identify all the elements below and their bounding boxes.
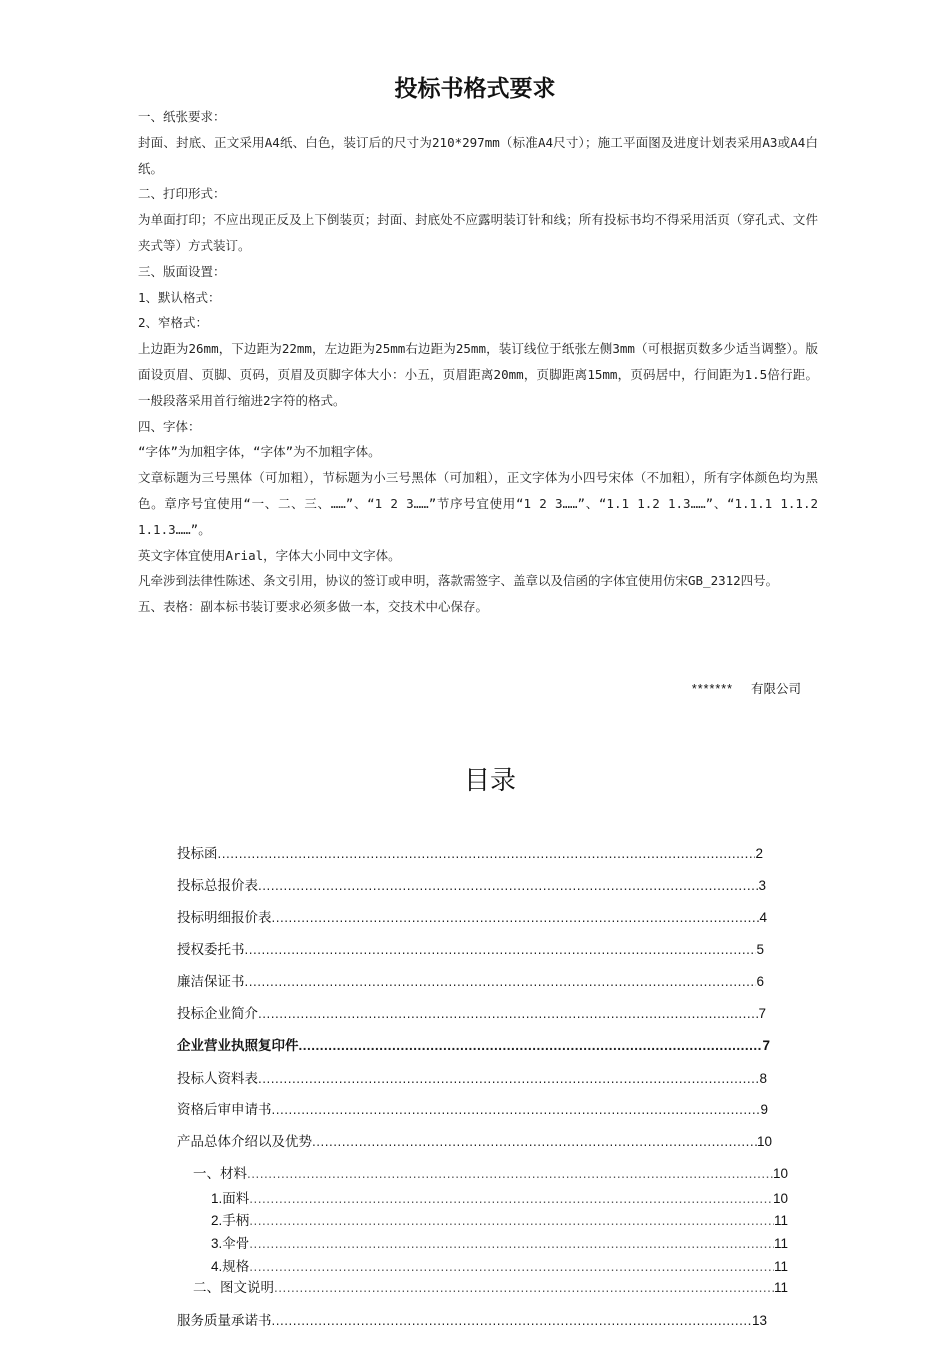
toc-entry-label: 3.伞骨 (211, 1236, 250, 1251)
toc-leader (274, 1280, 774, 1295)
toc-entry-label: 服务质量承诺书 (177, 1313, 272, 1328)
document-title: 投标书格式要求 (394, 76, 556, 102)
paragraph-paper: 封面、封底、正文采用A4纸、白色，装订后的尺寸为210*297mm（标准A4尺寸）；施工平面图及进度计划表采用A3或A4白纸。 (138, 134, 818, 176)
toc-entry[interactable] (211, 1232, 788, 1252)
toc-entry-page: 10 (772, 1166, 788, 1181)
toc-entry[interactable] (193, 1276, 788, 1296)
toc-entry-label: 一、材料 (193, 1166, 247, 1181)
toc-entry-page: 7 (762, 1038, 770, 1053)
toc-leader (249, 1259, 774, 1274)
toc-entry-label: 二、图文说明 (193, 1280, 274, 1295)
section-heading-table: 五、表格：副本标书装订要求必须多做一本，交技术中心保存。 (138, 599, 489, 615)
toc-entry-page: 8 (759, 1071, 767, 1086)
toc-leader (249, 1236, 774, 1251)
paragraph-print: 为单面打印；不应出现正反及上下倒装页；封面、封底处不应露明装订针和线；所有投标书均不得采用活页（穿孔式、文件夹式等）方式装订。 (138, 212, 818, 253)
toc-entry[interactable] (177, 938, 764, 958)
section-heading-font: 四、字体： (138, 418, 201, 434)
toc-entry-label: 企业营业执照复印件 (177, 1038, 299, 1053)
company-name-mask: ******* (691, 682, 733, 696)
toc-leader (272, 1102, 761, 1117)
requirements-body (138, 104, 818, 620)
toc-leader (218, 846, 756, 861)
section-heading-paper: 一、纸张要求： (138, 109, 226, 124)
toc-entry-page: 10 (772, 1191, 788, 1206)
toc-leader (249, 1191, 773, 1206)
toc-entry-page: 9 (760, 1102, 768, 1117)
company-signature (692, 679, 801, 697)
toc-entry[interactable] (177, 874, 766, 894)
toc-entry-label: 廉洁保证书 (177, 974, 245, 989)
toc-entry-page: 11 (773, 1259, 788, 1274)
toc-leader (312, 1134, 757, 1149)
toc-title: 目录 (463, 766, 516, 796)
toc-entry[interactable] (177, 1098, 768, 1118)
toc-leader (247, 1166, 773, 1181)
toc-entry-page: 10 (756, 1134, 772, 1149)
toc-leader (258, 1071, 759, 1086)
toc-entry-page: 2 (755, 846, 763, 861)
toc-entry[interactable] (177, 1002, 766, 1022)
paragraph-font-sizes: 文章标题为三号黑体（可加粗），节标题为小三号黑体（可加粗），正文字体为小四号宋体（不加粗），所有字体颜色均为黑色。章序号宜使用“一、二、三、……”、“1 2 3……”节序号宜使用“1 2 3……”、“1.1 1.2 1.3……”、“1.1.1 1.1.2 1.1.3……”。 (138, 470, 818, 537)
toc-entry[interactable] (193, 1162, 788, 1182)
toc-entry-label: 产品总体介绍以及优势 (177, 1134, 312, 1149)
toc-entry-label: 资格后审申请书 (177, 1102, 272, 1117)
toc-entry[interactable] (177, 1034, 770, 1054)
section-heading-print: 二、打印形式： (138, 186, 226, 202)
toc-entry-page: 6 (756, 974, 764, 989)
paragraph-legal-font: 凡牵涉到法律性陈述、条文引用，协议的签订或申明，落款需签字、盖章以及信函的字体宜使用仿宋GB_2312四号。 (138, 573, 779, 589)
toc-entry[interactable] (211, 1187, 788, 1207)
toc-leader (245, 974, 757, 989)
toc-entry-label: 1.面料 (211, 1191, 250, 1206)
toc-entry-page: 11 (773, 1236, 788, 1251)
toc-entry[interactable] (177, 1067, 767, 1087)
toc-entry-label: 投标明细报价表 (177, 910, 272, 925)
toc-entry[interactable] (211, 1255, 788, 1275)
paragraph-font-bold: “字体”为加粗字体，“字体”为不加粗字体。 (138, 444, 381, 460)
company-name: 有限公司 (750, 682, 801, 696)
toc-leader (258, 1006, 758, 1021)
toc-entry-page: 4 (759, 910, 767, 925)
toc-entry[interactable] (177, 970, 764, 990)
section-heading-layout: 三、版面设置： (138, 263, 226, 279)
toc-entry-label: 投标总报价表 (177, 878, 258, 893)
toc-leader (272, 1313, 752, 1328)
paragraph-margins: 上边距为26mm，下边距为22mm，左边距为25mm右边距为25mm，装订线位于纸张左侧3mm（可根据页数多少适当调整）。版面设页眉、页脚、页码，页眉及页脚字体大小：小五，页眉距离20mm，页脚距离15mm，页码居中，行间距为1.5倍行距。一般段落采用首行缩进2字符的格式。 (138, 341, 818, 408)
toc-entry[interactable] (211, 1209, 788, 1229)
toc-entry-label: 投标人资料表 (177, 1071, 258, 1086)
toc-entry[interactable] (177, 1130, 772, 1150)
toc-entry[interactable] (177, 906, 767, 926)
paragraph-english-font: 英文字体宜使用Arial，字体大小同中文字体。 (138, 547, 401, 563)
toc-entry-page: 11 (773, 1213, 788, 1228)
toc-entry-label: 2.手柄 (211, 1213, 250, 1228)
toc-entry-label: 4.规格 (211, 1259, 250, 1274)
toc-entry-label: 投标企业简介 (177, 1006, 258, 1021)
toc-entry-page: 5 (756, 942, 764, 957)
toc-entry[interactable] (177, 1309, 767, 1329)
toc-entry-page: 7 (758, 1006, 766, 1021)
toc-entry-label: 授权委托书 (177, 942, 245, 957)
toc-entry-page: 13 (751, 1313, 767, 1328)
subheading-default-format: 1、默认格式： (138, 289, 221, 305)
toc-leader (272, 910, 760, 925)
toc-entry-page: 3 (758, 878, 766, 893)
toc-leader (245, 942, 757, 957)
toc-entry-label: 投标函 (177, 846, 218, 861)
toc-leader (258, 878, 758, 893)
toc-entry-page: 11 (773, 1280, 788, 1295)
toc-leader (249, 1213, 774, 1228)
subheading-narrow-format: 2、窄格式： (138, 315, 209, 331)
toc-entry[interactable] (177, 842, 763, 862)
toc-leader (299, 1038, 763, 1053)
